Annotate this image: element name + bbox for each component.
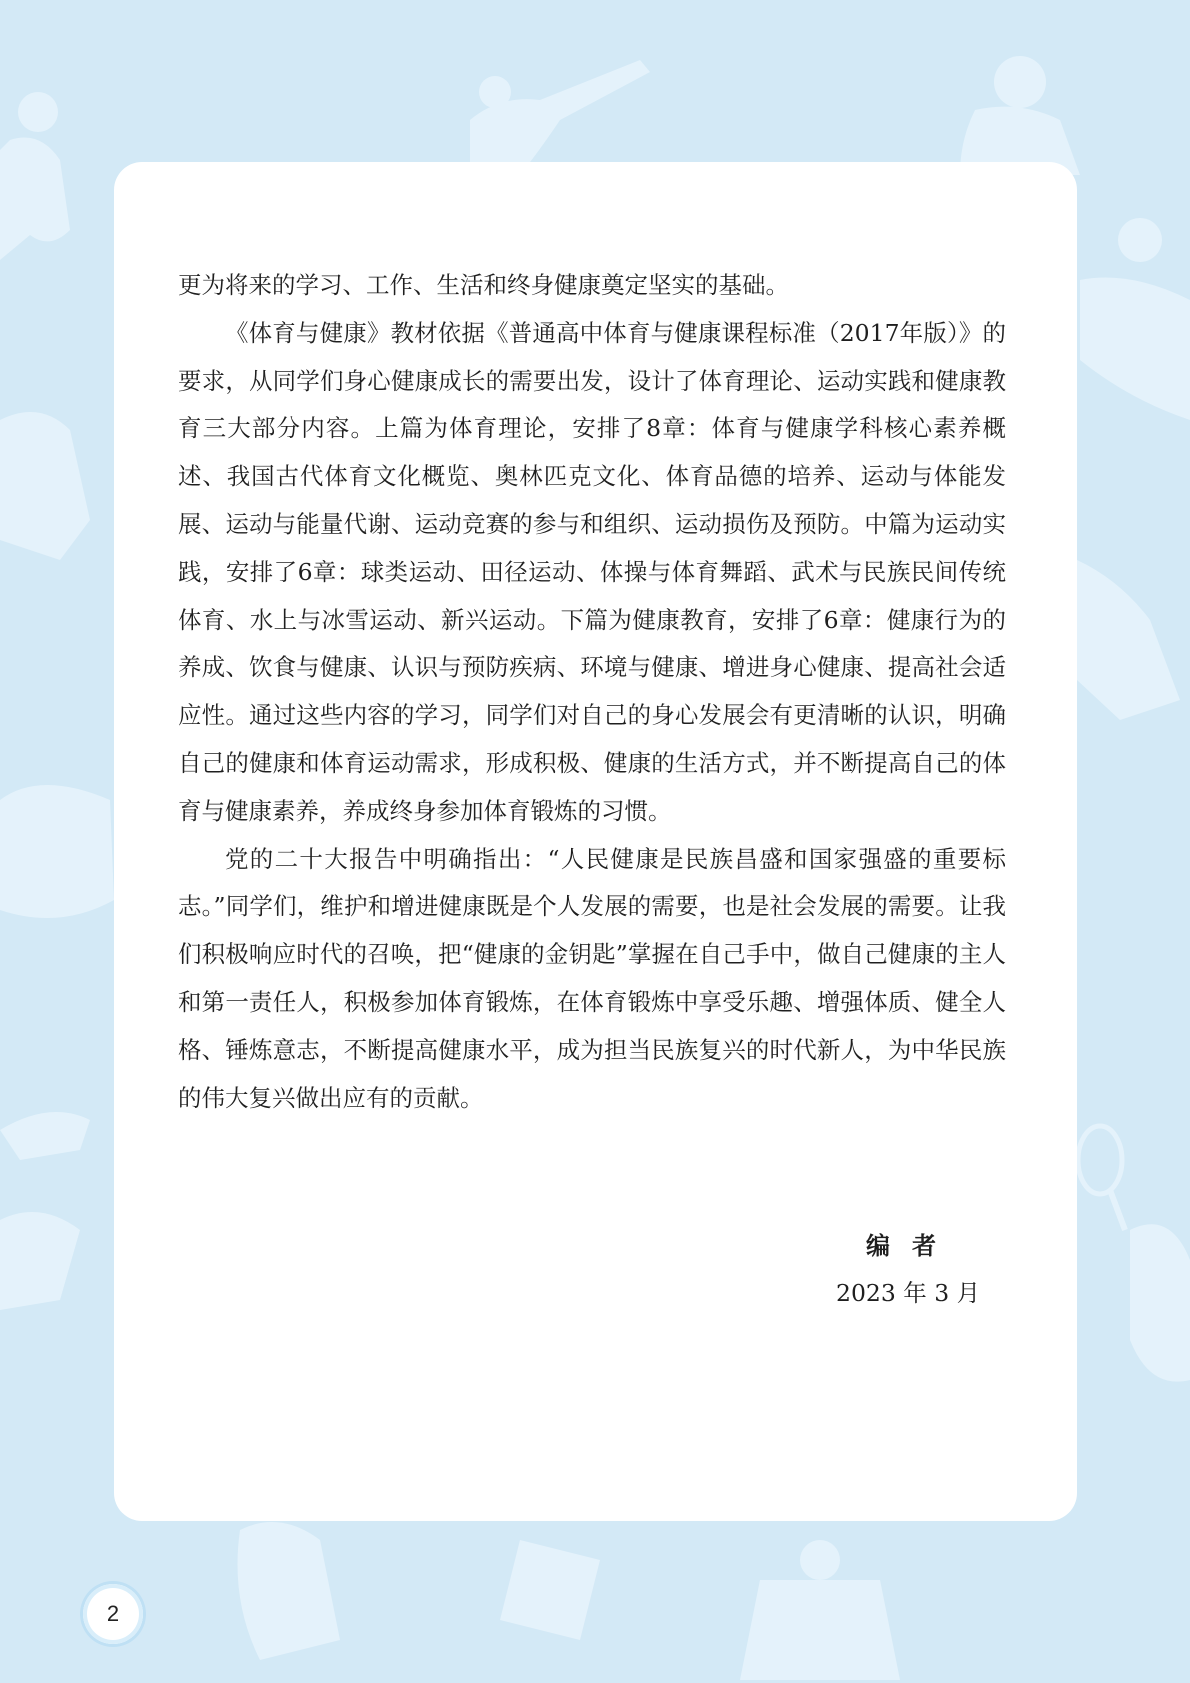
preface-paragraph: 党的二十大报告中明确指出：“人民健康是民族昌盛和国家强盛的重要标志。”同学们，维护和增进健康既是个人发展的需要，也是社会发展的需要。让我们积极响应时代的召唤，把“健康的金钥匙”掌握在自己手中，做自己健康的主人和第一责任人，积极参加体育锻炼，在体育锻炼中享受乐趣、增强体质、健全人格、锤炼意志，不断提高健康水平，成为担当民族复兴的时代新人，为中华民族的伟大复兴做出应有的贡献。 — [178, 844, 1006, 1112]
signature-author: 编者 — [866, 1231, 958, 1260]
preface-body — [178, 262, 1006, 1122]
preface-paragraph: 更为将来的学习、工作、生活和终身健康奠定坚实的基础。 — [178, 271, 789, 299]
page-number: 2 — [83, 1584, 143, 1644]
signature-date: 2023 年 3 月 — [836, 1279, 981, 1307]
content-card — [114, 162, 1077, 1521]
preface-paragraph: 《体育与健康》教材依据《普通高中体育与健康课程标准（2017年版）》的要求，从同学们身心健康成长的需要出发，设计了体育理论、运动实践和健康教育三大部分内容。上篇为体育理论，安排了8章：体育与健康学科核心素养概述、我国古代体育文化概览、奥林匹克文化、体育品德的培养、运动与体能发展、运动与能量代谢、运动竞赛的参与和组织、运动损伤及预防。中篇为运动实践，安排了6章：球类运动、田径运动、体操与体育舞蹈、武术与民族民间传统体育、水上与冰雪运动、新兴运动。下篇为健康教育，安排了6章：健康行为的养成、饮食与健康、认识与预防疾病、环境与健康、增进身心健康、提高社会适应性。通过这些内容的学习，同学们对自己的身心发展会有更清晰的认识，明确自己的健康和体育运动需求，形成积极、健康的生活方式，并不断提高自己的体育与健康素养，养成终身参加体育锻炼的习惯。 — [178, 318, 1006, 825]
